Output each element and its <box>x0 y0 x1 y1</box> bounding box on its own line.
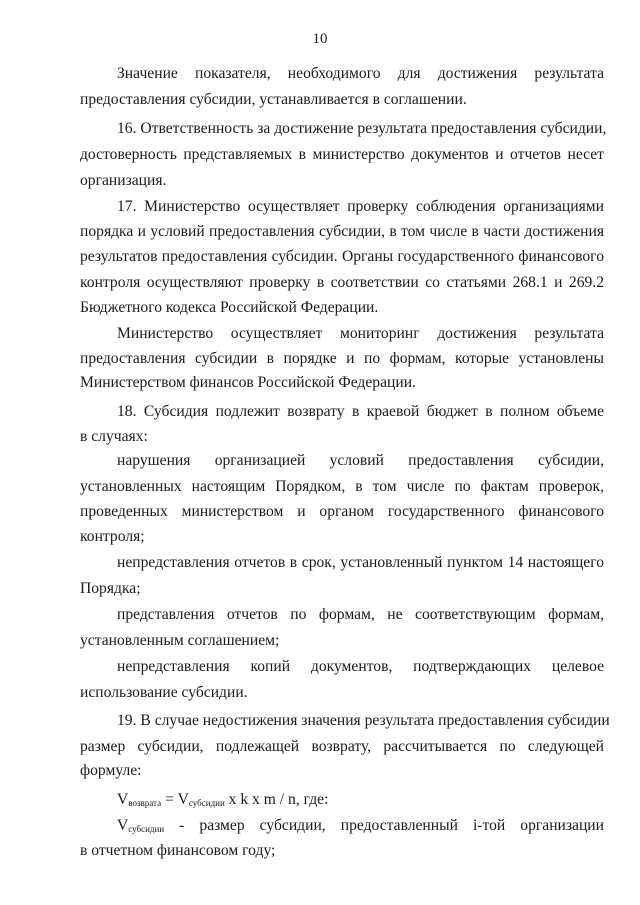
formula-eq: = <box>161 791 178 808</box>
paragraph-line: 16. Ответственность за достижение результата предоставления субсидии, <box>117 120 607 137</box>
paragraph-line: 17. Министерство осуществляет проверку соблюдения организациями <box>117 198 604 215</box>
paragraph-line: непредставления отчетов в срок, установленный пунктом 14 настоящего <box>117 554 604 571</box>
formula-sub-subsidy: субсидии <box>188 798 225 808</box>
formula-v: V <box>117 791 129 808</box>
paragraph-line: 19. В случае недостижения значения результата предоставления субсидии <box>117 712 610 729</box>
paragraph-line: представления отчетов по формам, не соответствующим формам, <box>117 606 604 623</box>
paragraph-line: Министерство осуществляет мониторинг достижения результата <box>117 325 604 342</box>
page-number: 10 <box>312 31 328 47</box>
paragraph-line: предоставления субсидии в порядке и по формам, которые установлены <box>80 350 604 367</box>
definition-text: - размер субсидии, предоставленный i-той организации <box>179 817 604 834</box>
formula-sub-return: возврата <box>128 798 162 808</box>
paragraph-line: 18. Субсидия подлежит возврату в краевой бюджет в полном объеме <box>117 403 604 420</box>
formula-rest: x k x m / n, где: <box>224 791 329 808</box>
paragraph-line: формуле: <box>80 762 142 779</box>
paragraph-line: проведенных министерством и органом государственного финансового <box>80 503 604 520</box>
paragraph-line: Министерством финансов Российской Федерации. <box>80 374 416 391</box>
paragraph-line: результатов предоставления субсидии. Органы государственного финансового <box>80 248 604 265</box>
paragraph-line: организация. <box>80 172 167 189</box>
definition-sub: субсидии <box>128 824 165 834</box>
paragraph-line: Значение показателя, необходимого для достижения результата <box>117 65 604 82</box>
paragraph-line: установленным соглашением; <box>80 632 280 649</box>
paragraph-line: размер субсидии, подлежащей возврату, рассчитывается по следующей <box>80 738 604 755</box>
paragraph-line: использование субсидии. <box>80 684 248 701</box>
paragraph-line: контроля; <box>80 528 145 545</box>
paragraph-line: Бюджетного кодекса Российской Федерации. <box>80 299 379 316</box>
paragraph-line: в случаях: <box>80 428 148 445</box>
paragraph-line: контроля осуществляют проверку в соответствии со статьями 268.1 и 269.2 <box>80 274 604 291</box>
formula-v2: V <box>177 791 189 808</box>
definition-v: V <box>117 817 129 834</box>
paragraph-line: достоверность представляемых в министерство документов и отчетов несет <box>80 146 604 163</box>
paragraph-line: в отчетном финансовом году; <box>80 842 276 859</box>
paragraph-line: непредставления копий документов, подтверждающих целевое <box>117 658 604 675</box>
paragraph-line: нарушения организацией условий предоставления субсидии, <box>117 452 604 469</box>
paragraph-line: предоставления субсидии, устанавливается в соглашении. <box>80 91 467 108</box>
paragraph-line: Порядка; <box>80 580 141 597</box>
paragraph-line: установленных настоящим Порядком, в том числе по фактам проверок, <box>80 478 604 495</box>
paragraph-line: порядка и условий предоставления субсидии, в том числе в части достижения <box>80 223 604 240</box>
